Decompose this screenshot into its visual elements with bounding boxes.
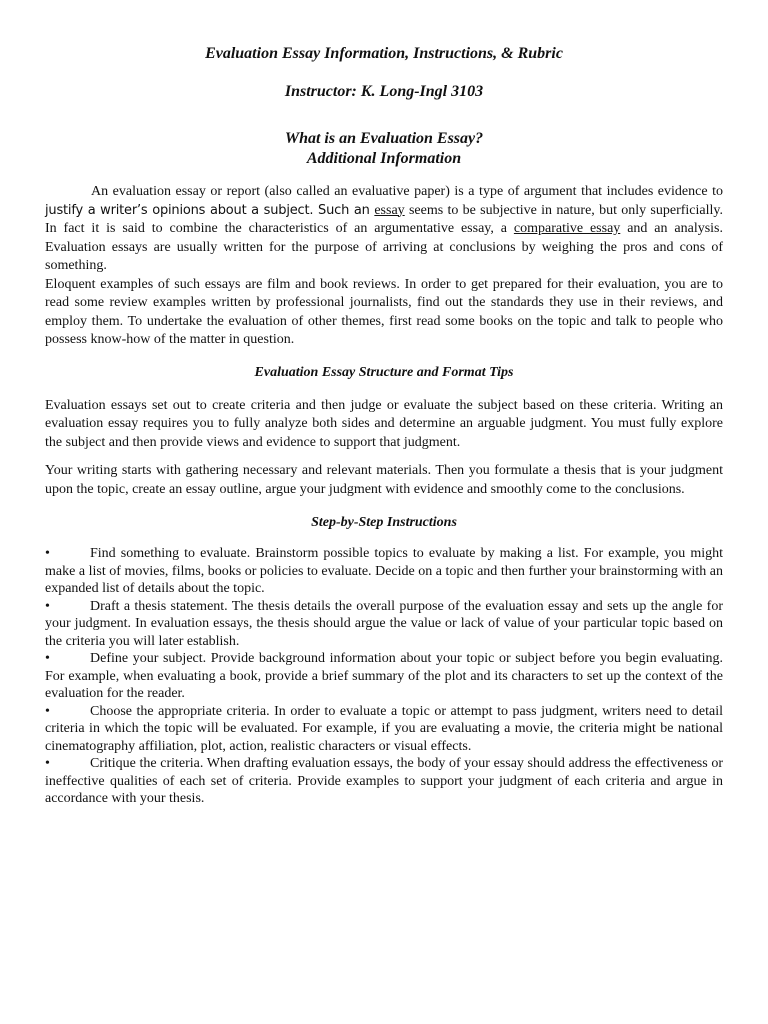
list-item	[45, 703, 723, 756]
structure-paragraph-2: Your writing starts with gathering necessary and relevant materials. Then you formulate a thesis that is your judgment upon the topic, create an essay outline, argue your judgment with evidence and smoothly come to the conclusions.	[45, 463, 723, 497]
intro-text-a: An evaluation essay or report (also called an evaluative paper) is a type of argument that includes evidence to	[91, 184, 723, 199]
step-text: Define your subject. Provide background information about your topic or subject before you begin evaluating. For example, when evaluating a book, provide a brief summary of the plot and its characters to set up the context of the evaluation for the reader.	[45, 651, 723, 701]
document-title: Evaluation Essay Information, Instructions, & Rubric	[205, 45, 563, 62]
list-item	[45, 545, 723, 598]
structure-heading: Evaluation Essay Structure and Format Tips	[254, 364, 514, 380]
bullet-icon: •	[45, 703, 50, 719]
step-text: Draft a thesis statement. The thesis details the overall purpose of the evaluation essay and sets up the angle for your judgment. In evaluation essays, the thesis should argue the value or lack of value of your particular topic based on the criteria you will later establish.	[45, 598, 723, 649]
bullet-icon: •	[45, 651, 50, 666]
comparative-essay-link[interactable]: comparative essay	[513, 221, 621, 236]
step-text: Critique the criteria. When drafting evaluation essays, the body of your essay should address the effectiveness or ineffective qualities of each set of criteria. Provide examples to support your judgment of each criteria and argue in accordance with your thesis.	[45, 756, 723, 806]
bullet-icon: •	[45, 756, 50, 771]
list-item	[45, 650, 723, 703]
bullet-icon: •	[45, 598, 50, 614]
steps-heading: Step-by-Step Instructions	[311, 515, 457, 530]
additional-heading: Additional Information	[306, 150, 462, 167]
intro-text-c: seems to be subjective in nature, but only superficially. In fact it is said to combine the characteristics of an argumentative essay, a	[45, 202, 723, 236]
intro-text-b: justify a writer’s opinions about a subject. Such an	[45, 202, 375, 218]
instructor-line: Instructor: K. Long-Ingl 3103	[284, 83, 484, 100]
structure-paragraph-1: Evaluation essays set out to create criteria and then judge or evaluate the subject based on these criteria. Writing an evaluation essay requires you to fully analyze both sides and determine an arguable judgment. You must fully explore the subject and then provide views and evidence to support that judgment.	[45, 397, 723, 450]
step-text: Find something to evaluate. Brainstorm possible topics to evaluate by making a list. For example, you might make a list of movies, films, books or policies to evaluate. Decide on a topic and then further your brainstorming with an expanded list of details about the topic.	[45, 546, 723, 596]
intro-paragraph-1	[45, 183, 723, 276]
bullet-icon: •	[45, 546, 50, 561]
question-heading: What is an Evaluation Essay?	[284, 130, 484, 147]
section-title	[45, 129, 723, 169]
list-item	[45, 598, 723, 651]
intro-paragraph-2: Eloquent examples of such essays are film and book reviews. In order to get prepared for their evaluation, you are to read some review examples written by professional journalists, find out the standards they use in their reviews, and employ them. To undertake the evaluation of other themes, first read some books on the topic and talk to people who possess know-how of the matter in question.	[45, 276, 723, 347]
list-item	[45, 755, 723, 808]
essay-link[interactable]: essay	[374, 202, 405, 218]
intro-text-d: and an analysis. Evaluation essays are usually written for the purpose of arriving at conclusions by weighing the pros and cons of something.	[45, 221, 724, 273]
steps-list	[45, 545, 723, 808]
step-text: Choose the appropriate criteria. In order to evaluate a topic or attempt to pass judgment, writers need to detail criteria in which the topic will be evaluated. For example, if you are evaluating a movie, the criteria might be national cinematography affiliation, plot, action, realistic characters or visual effects.	[45, 703, 723, 754]
document-page	[45, 40, 723, 808]
